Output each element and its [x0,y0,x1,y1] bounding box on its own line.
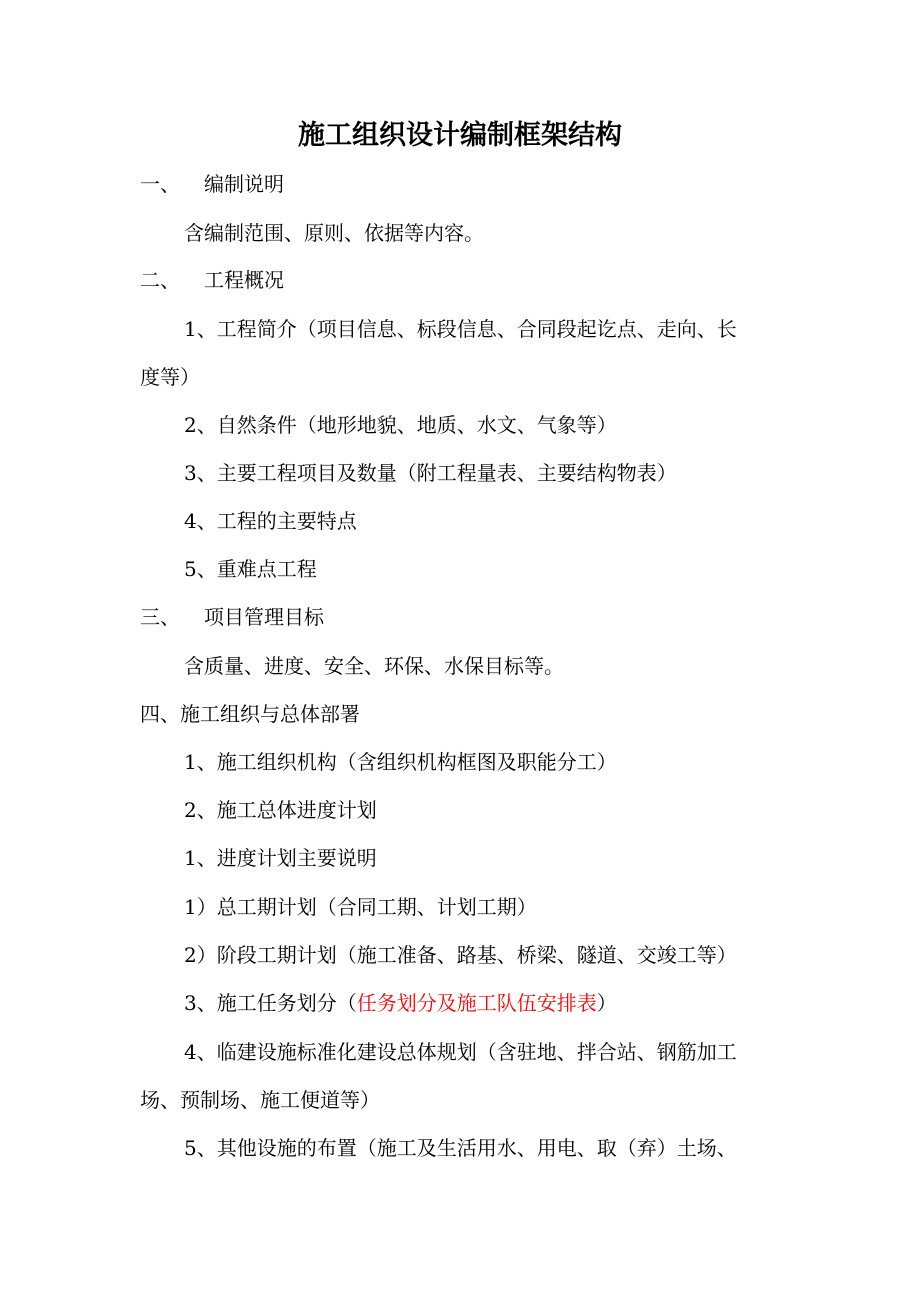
section-1-title: 编制说明 [204,172,284,196]
section-4-heading: 四、施工组织与总体部署 [140,702,360,726]
section-2-item-1-line-1: 1、工程简介（项目信息、标段信息、合同段起讫点、走向、长 [184,317,737,341]
section-4-item-1: 1、施工组织机构（含组织机构框图及职能分工） [184,750,617,774]
section-4-item-2-sub-2: 2）阶段工期计划（施工准备、路基、桥梁、隧道、交竣工等） [184,943,737,967]
section-2-number: 二、 [140,268,180,292]
section-3-body: 含质量、进度、安全、环保、水保目标等。 [184,654,564,678]
section-1-body: 含编制范围、原则、依据等内容。 [184,221,484,245]
section-2-item-3: 3、主要工程项目及数量（附工程量表、主要结构物表） [184,461,677,485]
section-4-item-2: 2、施工总体进度计划 [184,798,377,822]
section-4-item-3-highlight: 任务划分及施工队伍安排表 [356,991,597,1015]
section-1-heading [140,169,284,199]
section-2-heading [140,265,284,295]
section-4-item-4-line-1: 4、临建设施标准化建设总体规划（含驻地、拌合站、钢筋加工 [184,1040,737,1064]
section-4-item-4-line-2: 场、预制场、施工便道等） [140,1088,380,1112]
section-4-item-2-sub: 1、进度计划主要说明 [184,846,377,870]
document-title: 施工组织设计编制框架结构 [298,120,622,151]
section-4-item-2-sub-1: 1）总工期计划（合同工期、计划工期） [184,895,537,919]
section-4-item-3 [184,988,617,1018]
section-4-item-3-prefix: 3、施工任务划分（ [184,991,357,1015]
section-4-item-3-suffix: ） [596,991,617,1015]
section-3-heading [140,602,324,632]
section-2-title: 工程概况 [204,268,284,292]
section-2-item-1-line-2: 度等） [140,365,200,389]
section-1-number: 一、 [140,172,180,196]
section-2-item-4: 4、工程的主要特点 [184,509,357,533]
section-2-item-5: 5、重难点工程 [184,557,317,581]
section-3-title: 项目管理目标 [204,605,324,629]
section-4-item-5: 5、其他设施的布置（施工及生活用水、用电、取（弃）土场、 [184,1136,737,1160]
section-2-item-2: 2、自然条件（地形地貌、地质、水文、气象等） [184,413,617,437]
section-3-number: 三、 [140,605,180,629]
